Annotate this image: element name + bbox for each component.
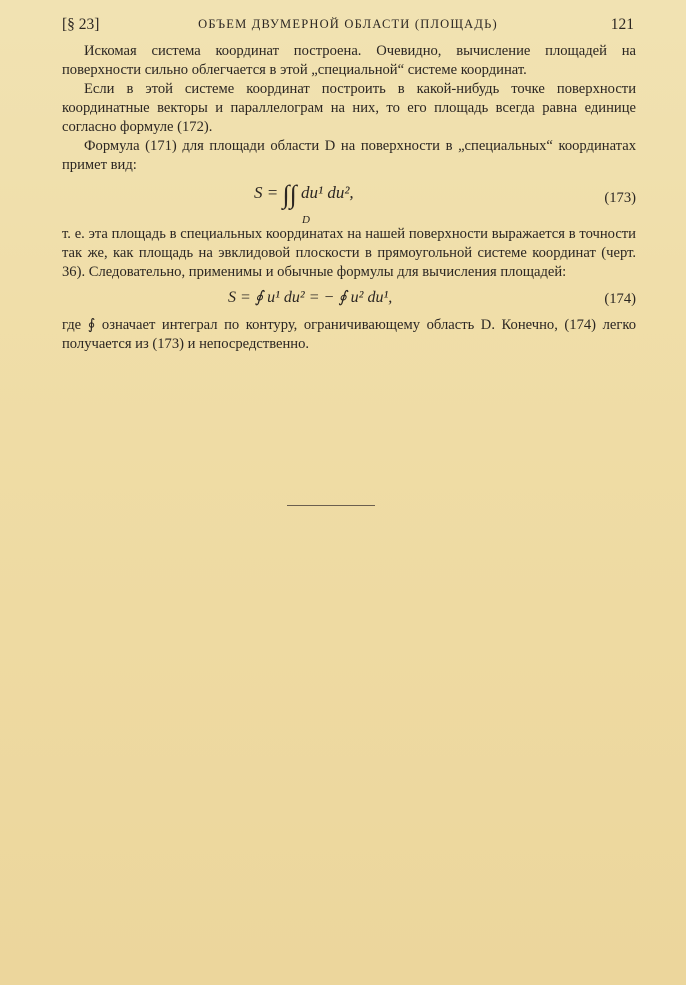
paragraph: т. е. эта площадь в специальных координатах на нашей поверхности выражается в точности так же, как площадь на эвклидовой плоскости в прямоугольной системе координат (черт. 36). Следовательно, применимы и обычные формулы для вычисления площадей:: [62, 226, 636, 280]
equation-174-expression: S = ∮ u¹ du² = − ∮ u² du¹,: [228, 289, 393, 306]
paragraph: Формула (171) для площади области D на поверхности в „специальных“ координатах примет вид:: [62, 138, 636, 173]
integration-domain: D: [302, 214, 310, 226]
end-of-section-rule: [287, 505, 375, 506]
running-header: [62, 16, 634, 38]
double-integral-sign: ∫∫: [282, 180, 297, 209]
equation-number: (174): [604, 291, 636, 307]
paragraph: Если в этой системе координат построить в какой-нибудь точке поверхности координатные векторы и параллелограм на них, то его площадь всегда равна единице согласно формуле (172).: [62, 81, 636, 135]
page-number: 121: [610, 16, 634, 33]
equation-173: [62, 180, 636, 226]
equation-174: [62, 284, 636, 314]
paragraph: Искомая система координат построена. Очевидно, вычисление площадей на поверхности сильно облегчается в этой „специальной“ системе координат.: [62, 43, 636, 78]
section-marker: [§ 23]: [62, 16, 100, 33]
equation-lhs: S =: [254, 183, 279, 202]
running-title: ОБЪЕМ ДВУМЕРНОЙ ОБЛАСТИ (ПЛОЩАДЬ): [198, 17, 498, 31]
equation-number: (173): [604, 190, 636, 206]
page-body: [62, 42, 636, 354]
equation-173-expression: [254, 180, 354, 209]
paragraph: где ∮ означает интеграл по контуру, ограничивающему область D. Конечно, (174) легко получается из (173) и непосредственно.: [62, 317, 636, 352]
equation-integrand: du¹ du²,: [300, 183, 354, 202]
